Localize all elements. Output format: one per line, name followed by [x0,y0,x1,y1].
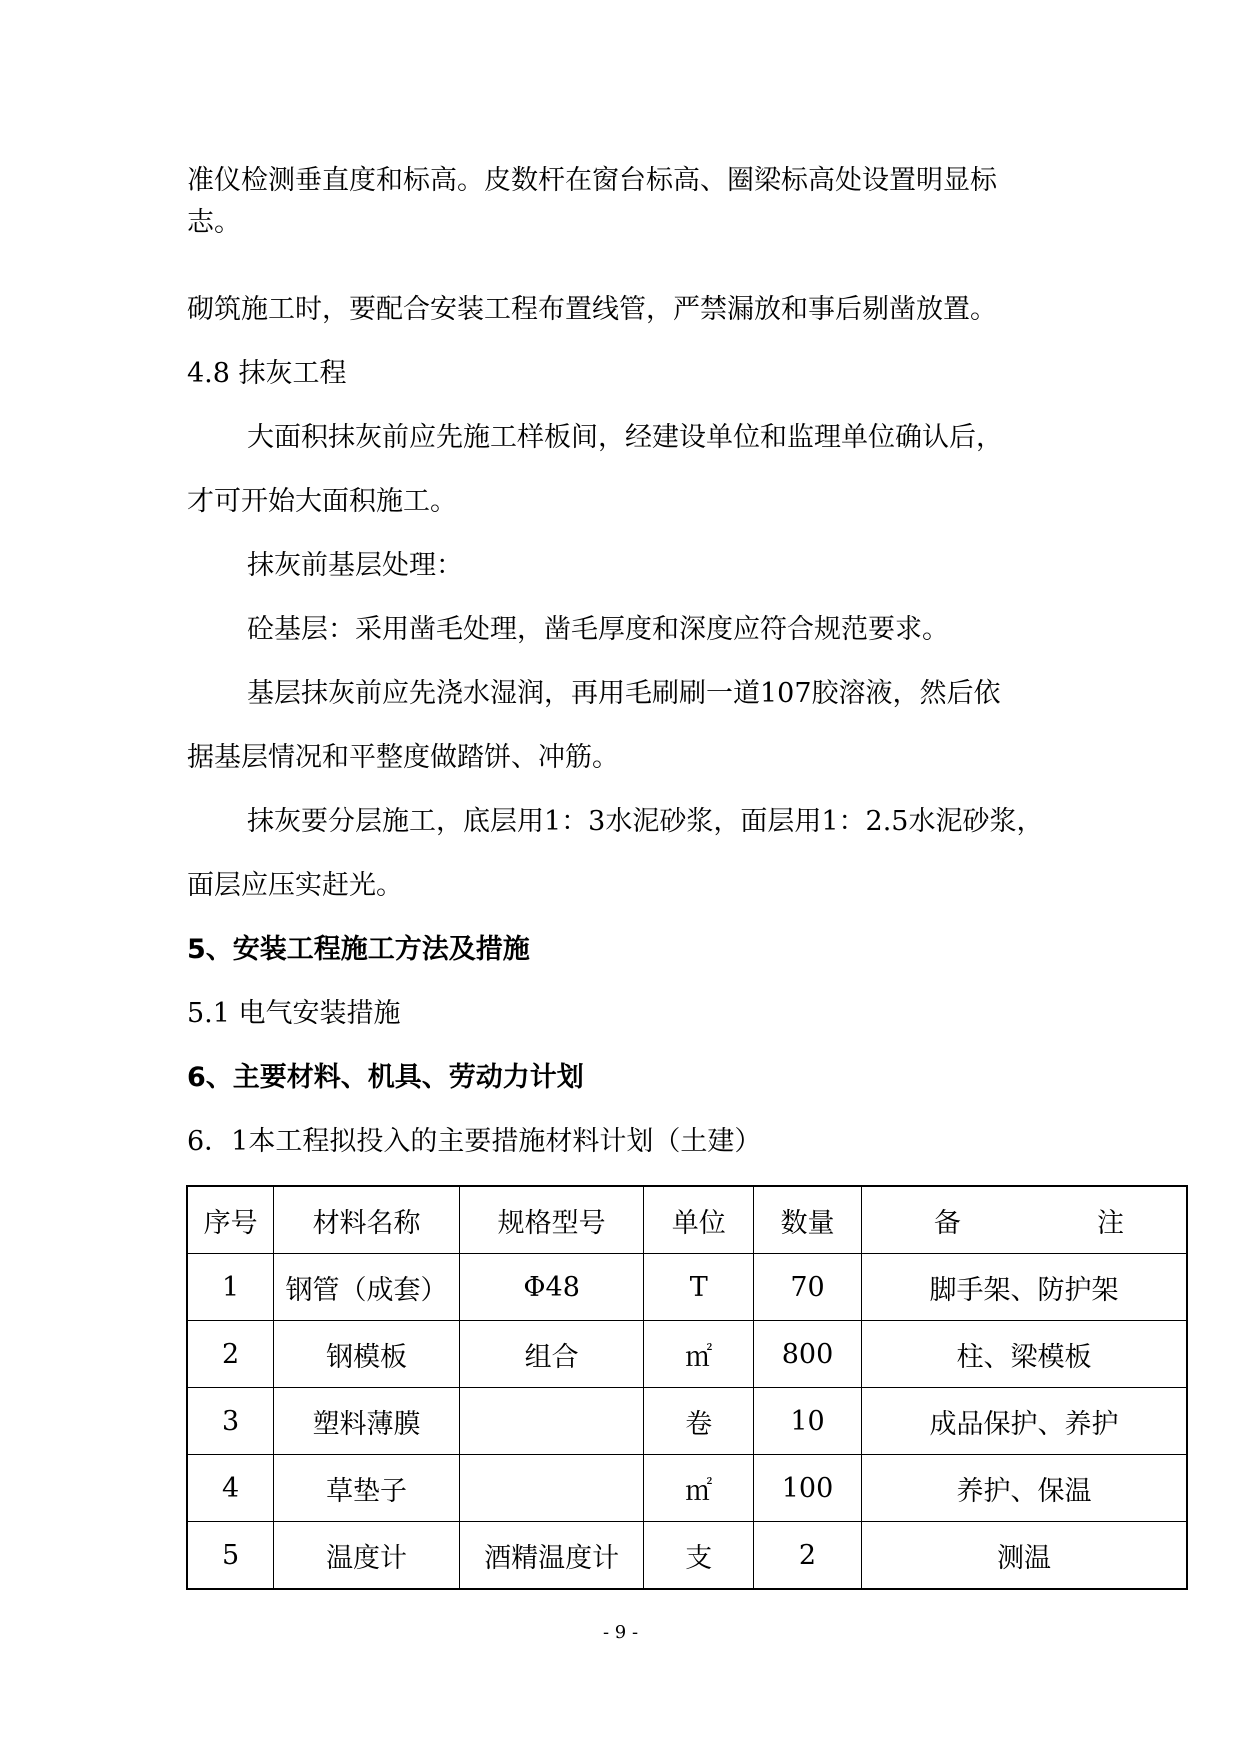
cell-note: 成品保护、养护 [861,1388,1187,1455]
header-name: 材料名称 [274,1186,460,1254]
cell-note: 脚手架、防护架 [861,1254,1187,1321]
table-row [187,1522,1187,1590]
paragraph-line: 面层应压实赶光。 [187,870,403,901]
cell-spec: 组合 [459,1321,644,1388]
table-row [187,1388,1187,1455]
cell-spec [459,1455,644,1522]
header-note-b: 注 [1097,1207,1124,1239]
cell-unit: T [644,1254,754,1321]
paragraph-line: 抹灰要分层施工，底层用1：3水泥砂浆，面层用1：2.5水泥砂浆， [247,806,1044,837]
paragraph-line: 才可开始大面积施工。 [187,486,457,517]
cell-no: 5 [187,1522,274,1590]
paragraph-line: 据基层情况和平整度做踏饼、冲筋。 [187,742,619,773]
paragraph: 抹灰前基层处理： [247,550,463,581]
header-spec: 规格型号 [459,1186,644,1254]
header-unit: 单位 [644,1186,754,1254]
cell-name: 钢管（成套） [274,1254,460,1321]
cell-spec [459,1388,644,1455]
paragraph: 砼基层：采用凿毛处理，凿毛厚度和深度应符合规范要求。 [247,614,949,645]
cell-no: 3 [187,1388,274,1455]
materials-table [186,1185,1188,1590]
table-row [187,1455,1187,1522]
cell-spec: 酒精温度计 [459,1522,644,1590]
paragraph-line: 志。 [187,207,241,238]
cell-unit: 卷 [644,1388,754,1455]
cell-unit: 支 [644,1522,754,1590]
header-note-a: 备 [933,1207,961,1239]
paragraph-line: 大面积抹灰前应先施工样板间，经建设单位和监理单位确认后， [247,422,1003,453]
section-heading-5: 5、安装工程施工方法及措施 [187,934,530,965]
cell-name: 塑料薄膜 [274,1388,460,1455]
cell-no: 1 [187,1254,274,1321]
cell-qty: 100 [754,1455,862,1522]
cell-spec: Φ48 [459,1254,644,1321]
cell-qty: 2 [754,1522,862,1590]
cell-note: 养护、保温 [861,1455,1187,1522]
header-note [861,1186,1187,1254]
cell-name: 温度计 [274,1522,460,1590]
cell-unit: ㎡ [644,1455,754,1522]
section-heading-4-8: 4.8 抹灰工程 [187,358,347,389]
paragraph-line: 准仪检测垂直度和标高。皮数杆在窗台标高、圈梁标高处设置明显标 [187,165,997,196]
cell-no: 4 [187,1455,274,1522]
cell-qty: 800 [754,1321,862,1388]
table-header-row [187,1186,1187,1254]
section-heading-6-1: 6．1本工程拟投入的主要措施材料计划（土建） [187,1126,762,1157]
header-no: 序号 [187,1186,274,1254]
cell-note: 柱、梁模板 [861,1321,1187,1388]
cell-qty: 70 [754,1254,862,1321]
section-heading-5-1: 5.1 电气安装措施 [187,998,401,1029]
table-row [187,1321,1187,1388]
paragraph-line: 基层抹灰前应先浇水湿润，再用毛刷刷一道107胶溶液，然后依 [247,678,1001,709]
cell-note: 测温 [861,1522,1187,1590]
cell-no: 2 [187,1321,274,1388]
cell-qty: 10 [754,1388,862,1455]
paragraph: 砌筑施工时，要配合安装工程布置线管，严禁漏放和事后剔凿放置。 [187,294,997,325]
section-heading-6: 6、主要材料、机具、劳动力计划 [187,1062,584,1093]
header-qty: 数量 [754,1186,862,1254]
cell-name: 草垫子 [274,1455,460,1522]
table-row [187,1254,1187,1321]
page-number: - 9 - [602,1622,639,1643]
cell-name: 钢模板 [274,1321,460,1388]
cell-unit: ㎡ [644,1321,754,1388]
